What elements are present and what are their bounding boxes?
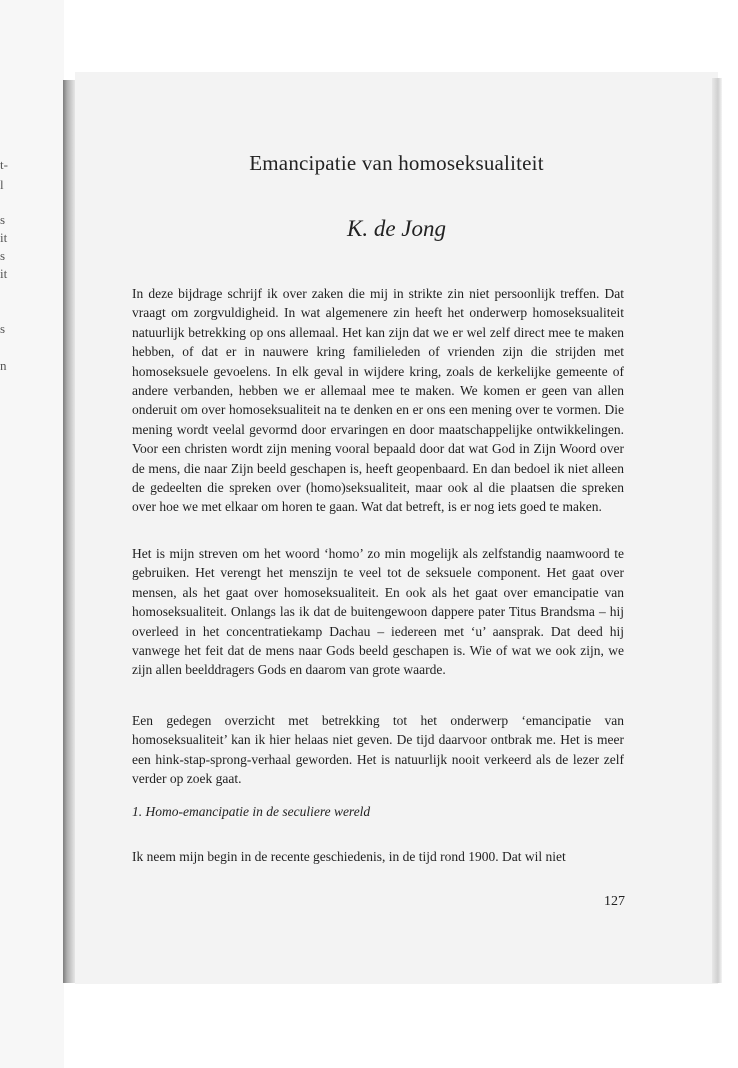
page-edge	[712, 78, 722, 983]
book-spine	[63, 80, 75, 983]
paragraph: In deze bijdrage schrijf ik over zaken die mij in strikte zin niet persoonlijk treffen. Dat vraagt om zorgvuldigheid. In wat algemenere zin heeft het onderwerp homoseksualiteit natuurlijk betrekking op ons allemaal. Het kan zijn dat we er wel zelf direct mee te maken hebben, of dat er in nauwere kring familieleden of vrienden zijn die strijden met homoseksuele gevoelens. In elk geval in wijdere kring, zoals de kerkelijke gemeente of andere verbanden, hebben we er allemaal mee te maken. We komen er geen van allen onderuit om over homoseksualiteit na te denken en er ons een mening over te vormen. Die mening wordt veelal gevormd door ervaringen en door maatschappelijke ontwikkelingen. Voor een christen wordt zijn mening vooral bepaald door dat wat God in Zijn Woord over de mens, die naar Zijn beeld geschapen is, heeft geopenbaard. En dan bedoel ik niet alleen de gedeelten die spreken over (homo)seksualiteit, maar ook al die plaatsen die spreken over hoe we met elkaar om horen te gaan. Wat dat betreft, is er nog iets goed te maken.	[132, 286, 624, 515]
left-page-text-fragment: l	[0, 177, 4, 192]
paragraph: Ik neem mijn begin in de recente geschiedenis, in de tijd rond 1900. Dat wil niet	[132, 849, 566, 864]
left-page-text-fragment: it	[0, 266, 8, 281]
left-page-text-fragment: it	[0, 230, 8, 245]
author-name: K. de Jong	[346, 216, 446, 241]
left-page-text-fragment: s	[0, 248, 6, 263]
page-number: 127	[604, 894, 625, 909]
left-page-text-fragment: s	[0, 321, 6, 336]
left-page-text-fragment: s	[0, 212, 6, 227]
page-title: Emancipatie van homoseksualiteit	[249, 151, 544, 175]
left-page-text-fragment: n	[0, 358, 7, 373]
left-page-strip	[0, 0, 64, 1068]
paragraph: Een gedegen overzicht met betrekking tot het onderwerp ‘emancipatie van homoseksualiteit’ kan ik hier helaas niet geven. De tijd daarvoor ontbrak me. Het is meer een hink-stap-sprong-verhaal geworden. Het is natuurlijk nooit verkeerd als de lezer zelf verder op zoek gaat.	[132, 713, 624, 787]
section-heading: 1. Homo-emancipatie in de seculiere wereld	[132, 804, 371, 819]
paragraph: Het is mijn streven om het woord ‘homo’ zo min mogelijk als zelfstandig naamwoord te gebruiken. Het verengt het menszijn te veel tot de seksuele component. Het gaat over mensen, als het gaat over homoseksualiteit. En ook als het gaat over emancipatie van homoseksualiteit. Onlangs las ik dat de buitengewoon dappere pater Titus Brandsma – hij overleed in het concentratiekamp Dachau – iedereen met ‘u’ aansprak. Dat deed hij vanwege het feit dat de mens naar Gods beeld geschapen is. Wie of wat we ook zijn, we zijn allen beelddragers Gods en daarom van grote waarde.	[132, 546, 624, 678]
left-page-text-fragment: t-	[0, 157, 8, 172]
